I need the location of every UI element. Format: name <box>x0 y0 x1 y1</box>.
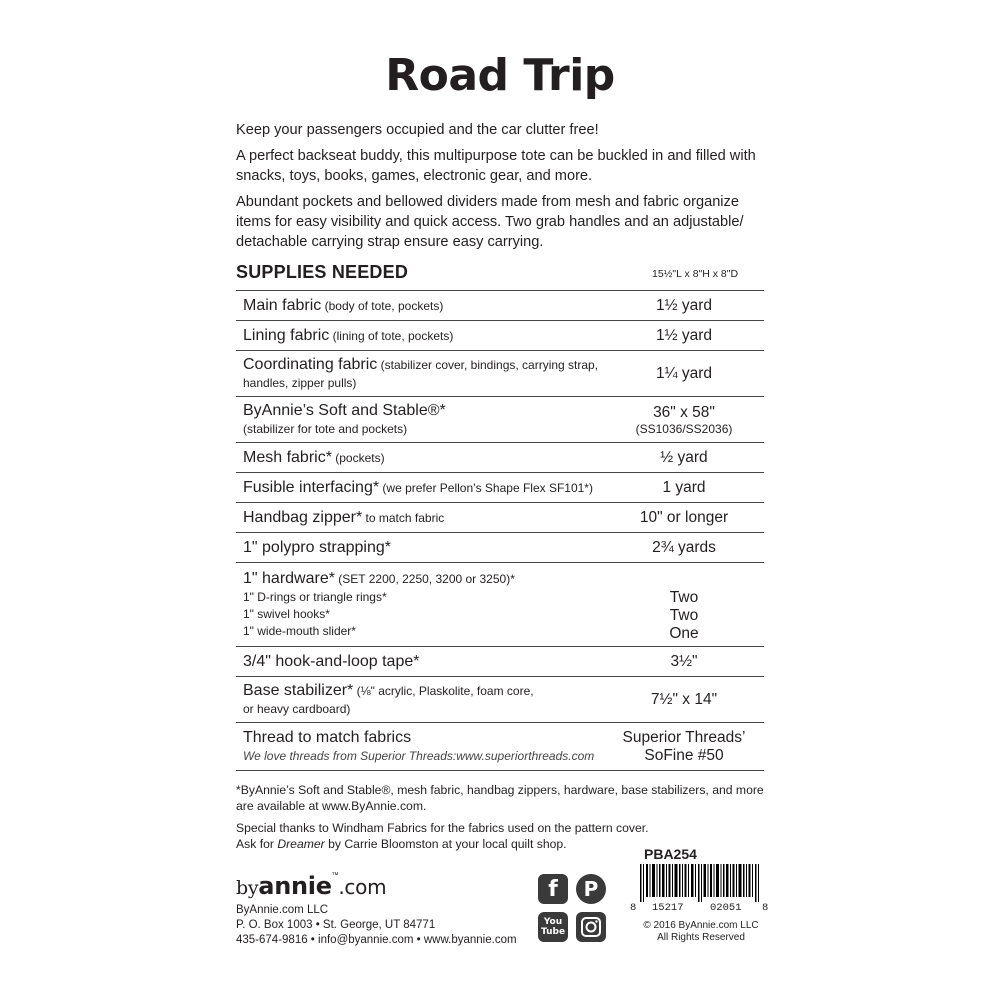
supply-row <box>236 443 764 473</box>
supply-row <box>236 351 764 397</box>
byannie-logo <box>236 872 386 900</box>
supply-quantity: 3½" <box>670 652 698 670</box>
instagram-icon[interactable] <box>576 912 606 942</box>
facebook-icon[interactable]: f <box>538 874 568 904</box>
supply-row <box>236 647 764 677</box>
supply-subitem: 1" D-rings or triangle rings* <box>243 590 387 604</box>
pinterest-icon[interactable]: P <box>576 874 606 904</box>
supply-note: handles, zipper pulls) <box>243 376 357 390</box>
supply-quantity: 2¾ yards <box>652 538 716 556</box>
company-contact: 435-674-9816 • info@byannie.com • www.byannie.com <box>236 934 517 946</box>
supply-note: (body of tote, pockets) <box>324 298 444 313</box>
copyright <box>638 920 764 944</box>
supply-name: 3/4" hook-and-loop tape* <box>243 652 420 670</box>
supply-quantity: 1¼ yard <box>655 364 712 382</box>
camera-icon <box>580 916 602 938</box>
supply-name: Fusible interfacing* <box>243 478 380 496</box>
intro-text <box>236 120 776 258</box>
supply-quantity: ½ yard <box>660 448 708 466</box>
supply-note: (stabilizer for tote and pockets) <box>243 422 408 436</box>
social-icons <box>538 874 610 944</box>
supply-name: Coordinating fabric <box>243 356 378 373</box>
barcode-icon <box>640 864 760 902</box>
supply-note: (SET 2200, 2250, 3200 or 3250)* <box>338 572 515 586</box>
company-info <box>236 903 517 948</box>
supply-row <box>236 473 764 503</box>
tote-dimensions: 15½"L x 8"H x 8"D <box>652 268 739 280</box>
supply-row <box>236 677 764 723</box>
footnote: *ByAnnie’s Soft and Stable®, mesh fabric, handbag zippers, hardware, base stabilizers, and more are available at www.ByAnnie.com. <box>236 783 764 813</box>
supply-quantity: 36" x 58" <box>653 403 715 421</box>
company-address: P. O. Box 1003 • St. George, UT 84771 <box>236 919 436 931</box>
supply-quantity: Superior Threads’ <box>622 728 746 746</box>
pattern-number: PBA254 <box>644 846 697 862</box>
supplies-table <box>236 290 764 771</box>
supply-note: (we prefer Pellon’s Shape Flex SF101*) <box>382 480 593 495</box>
supply-row <box>236 563 764 647</box>
supply-note: (stabilizer cover, bindings, carrying strap, <box>380 358 599 372</box>
supply-quantity: Two <box>669 606 699 624</box>
supply-name: Handbag zipper* <box>243 508 363 526</box>
intro-paragraph: A perfect backseat buddy, this multipurpose tote can be buckled in and filled with snacks, toys, books, games, electronic gear, and more. <box>236 148 756 184</box>
supply-note: We love threads from Superior Threads:www.superiorthreads.com <box>243 749 595 763</box>
supply-name: Mesh fabric* <box>243 448 332 466</box>
supply-row <box>236 723 764 771</box>
supply-product-code: (SS1036/SS2036) <box>635 421 733 436</box>
supply-quantity: 7½" x 14" <box>650 690 718 708</box>
supply-note: (lining of tote, pockets) <box>332 328 454 343</box>
logo-by: by <box>236 877 259 899</box>
intro-paragraph: Abundant pockets and bellowed dividers made from mesh and fabric organize items for easy visibility and quick access. Two grab handles and an adjustable/ detachable carrying strap ensure easy carrying. <box>236 194 744 250</box>
supply-row <box>236 533 764 563</box>
copyright-line: © 2016 ByAnnie.com LLC <box>643 920 759 931</box>
supply-name: Lining fabric <box>243 326 330 344</box>
supply-row <box>236 321 764 351</box>
supply-name: 1" hardware* <box>243 570 335 587</box>
supply-note: (⅛" acrylic, Plaskolite, foam core, <box>356 684 534 698</box>
supply-row <box>236 397 764 443</box>
supply-note: (pockets) <box>335 450 385 465</box>
youtube-icon[interactable]: You Tube <box>538 912 568 942</box>
supply-subitem: 1" swivel hooks* <box>243 607 330 621</box>
supply-name: Base stabilizer* <box>243 682 354 699</box>
supply-quantity: 1 yard <box>662 478 706 496</box>
supply-name: Thread to match fabrics <box>243 729 412 746</box>
supply-subitem: 1" wide-mouth slider* <box>243 624 356 638</box>
intro-paragraph: Keep your passengers occupied and the car clutter free! <box>236 122 599 138</box>
supply-quantity: 1½ yard <box>655 326 712 344</box>
supply-row <box>236 291 764 321</box>
thanks-text: by Carrie Bloomston at your local quilt shop. <box>324 837 567 851</box>
supplies-heading: SUPPLIES NEEDED <box>236 262 409 282</box>
logo-tm: ™ <box>331 872 339 879</box>
supply-row <box>236 503 764 533</box>
supply-name: 1" polypro strapping* <box>243 538 391 556</box>
thanks-line: Special thanks to Windham Fabrics for the fabrics used on the pattern cover. <box>236 821 649 835</box>
fabric-line-name: Dreamer <box>277 837 325 851</box>
supply-quantity: Two <box>669 588 699 606</box>
supply-name: Main fabric <box>243 296 322 314</box>
supply-quantity: 1½ yard <box>655 296 712 314</box>
thanks-text: Ask for <box>236 837 278 851</box>
supply-quantity: 10" or longer <box>639 508 729 526</box>
supply-note: or heavy cardboard) <box>243 702 351 716</box>
supply-quantity: One <box>669 624 699 642</box>
copyright-line: All Rights Reserved <box>657 932 745 943</box>
logo-com: .com <box>338 875 387 899</box>
company-name: ByAnnie.com LLC <box>236 904 329 916</box>
supply-quantity: SoFine #50 <box>644 746 724 764</box>
supply-name: ByAnnie’s Soft and Stable®* <box>243 402 446 419</box>
supply-note: to match fabric <box>365 510 445 525</box>
logo-annie: annie <box>258 872 332 900</box>
page-title: Road Trip <box>385 50 615 101</box>
